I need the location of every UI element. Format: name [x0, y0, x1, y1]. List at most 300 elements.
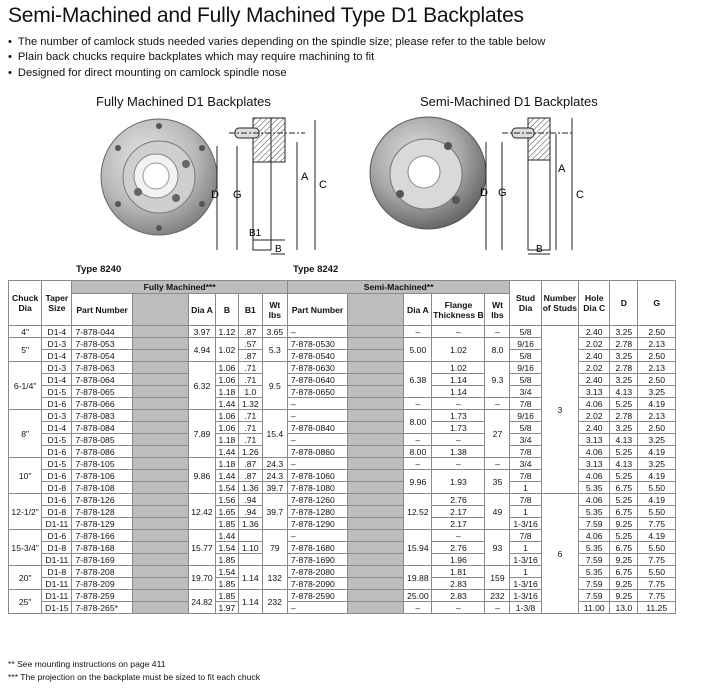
cell-wt: 232 [262, 590, 287, 614]
label-a: A [558, 163, 566, 175]
cell-taper: D1-4 [42, 350, 72, 362]
cell-blank [132, 530, 188, 542]
cell-blank [348, 326, 404, 338]
cell-stud: 7/8 [510, 398, 541, 410]
cell-dia: 7.89 [188, 410, 215, 458]
cell-spart: 7-878-1280 [287, 506, 347, 518]
cell-flange: – [432, 602, 485, 614]
cell-g: 4.19 [638, 530, 676, 542]
cell-stud: 5/8 [510, 350, 541, 362]
cell-part: 7-878-169 [72, 554, 132, 566]
cell-d: 5.25 [610, 470, 638, 482]
cell-flange: – [432, 530, 485, 542]
cell-swt: 8.0 [485, 338, 510, 362]
cell-b1: 1.36 [238, 482, 262, 494]
cell-blank [132, 518, 188, 530]
cell-wt: 24.3 [262, 470, 287, 482]
cell-taper: D1-11 [42, 578, 72, 590]
cell-sdia: 5.00 [404, 338, 432, 362]
cell-hole: 3.13 [579, 386, 610, 398]
cell-hole: 11.00 [579, 602, 610, 614]
cell-wt: 5.3 [262, 338, 287, 362]
cell-spart: 7-878-1060 [287, 470, 347, 482]
cell-swt: 232 [485, 590, 510, 602]
cell-swt: 49 [485, 494, 510, 530]
cell-taper: D1-5 [42, 458, 72, 470]
cell-part: 7-878-108 [72, 482, 132, 494]
cell-blank [348, 410, 404, 422]
semi-machined-caption: Semi-Machined D1 Backplates [420, 94, 598, 109]
cell-blank [348, 470, 404, 482]
cell-blank [132, 590, 188, 602]
cell-chuck: 10" [9, 458, 42, 494]
col-semi-wt: Wt lbs [485, 294, 510, 326]
cell-part: 7-878-086 [72, 446, 132, 458]
cell-taper: D1-6 [42, 530, 72, 542]
cell-stud: 7/8 [510, 470, 541, 482]
cell-blank [132, 446, 188, 458]
semi-machined-section-diagram [472, 112, 602, 262]
cell-blank [348, 458, 404, 470]
cell-g: 2.13 [638, 362, 676, 374]
cell-part: 7-878-085 [72, 434, 132, 446]
cell-wt: 24.3 [262, 458, 287, 470]
cell-hole: 4.06 [579, 494, 610, 506]
cell-hole: 2.40 [579, 422, 610, 434]
cell-part: 7-878-064 [72, 374, 132, 386]
cell-hole: 2.40 [579, 350, 610, 362]
cell-blank [132, 374, 188, 386]
group-fully-machined: Fully Machined*** [72, 281, 287, 294]
cell-blank [132, 470, 188, 482]
cell-d: 6.75 [610, 542, 638, 554]
cell-blank [348, 374, 404, 386]
cell-b: 1.44 [215, 398, 238, 410]
col-wt: Wt lbs [262, 294, 287, 326]
cell-blank [132, 458, 188, 470]
cell-flange: – [432, 434, 485, 446]
col-b1: B1 [238, 294, 262, 326]
page-title: Semi-Machined and Fully Machined Type D1 Backplates [8, 4, 524, 27]
cell-chuck: 4" [9, 326, 42, 338]
cell-sdia: 12.52 [404, 494, 432, 530]
col-hole-dia: Hole Dia C [579, 281, 610, 326]
cell-g: 2.50 [638, 326, 676, 338]
cell-sdia: – [404, 434, 432, 446]
cell-blank [348, 362, 404, 374]
col-dia-a: Dia A [188, 294, 215, 326]
cell-b: 1.85 [215, 554, 238, 566]
cell-hole: 7.59 [579, 590, 610, 602]
cell-swt: 35 [485, 470, 510, 494]
cell-sdia: 9.96 [404, 470, 432, 494]
cell-hole: 3.13 [579, 458, 610, 470]
cell-g: 2.50 [638, 374, 676, 386]
cell-flange: 1.14 [432, 374, 485, 386]
cell-hole: 2.40 [579, 326, 610, 338]
cell-stud: 1-3/16 [510, 590, 541, 602]
cell-d: 6.75 [610, 482, 638, 494]
cell-g: 2.50 [638, 422, 676, 434]
cell-wt: 132 [262, 566, 287, 590]
cell-sdia: 6.38 [404, 362, 432, 398]
cell-spart: – [287, 326, 347, 338]
cell-d: 4.13 [610, 386, 638, 398]
col-flange-thickness: Flange Thickness B [432, 294, 485, 326]
cell-d: 5.25 [610, 398, 638, 410]
cell-b: 1.44 [215, 530, 238, 542]
cell-part: 7-878-166 [72, 530, 132, 542]
bullet-item: • Designed for direct mounting on camlock spindle nose [8, 66, 545, 81]
cell-flange: 1.96 [432, 554, 485, 566]
cell-wt: 39.7 [262, 482, 287, 494]
cell-part: 7-878-129 [72, 518, 132, 530]
cell-taper: D1-4 [42, 374, 72, 386]
cell-b: 1.97 [215, 602, 238, 614]
cell-stud: 3/4 [510, 386, 541, 398]
cell-b: 1.12 [215, 326, 238, 338]
cell-spart: 7-878-1080 [287, 482, 347, 494]
cell-chuck: 12-1/2" [9, 494, 42, 530]
cell-b1: .71 [238, 434, 262, 446]
cell-d: 2.78 [610, 338, 638, 350]
cell-spart: 7-878-2590 [287, 590, 347, 602]
cell-blank [348, 578, 404, 590]
cell-spart: 7-878-0840 [287, 422, 347, 434]
cell-part: 7-878-063 [72, 362, 132, 374]
cell-swt: – [485, 602, 510, 614]
cell-blank [348, 434, 404, 446]
cell-b1 [238, 554, 262, 566]
cell-blank [132, 494, 188, 506]
cell-hole: 7.59 [579, 578, 610, 590]
cell-b: 1.06 [215, 362, 238, 374]
cell-taper: D1-11 [42, 554, 72, 566]
cell-g: 2.13 [638, 338, 676, 350]
bullet-item: • The number of camlock studs needed varies depending on the spindle size; please refer to the table below [8, 35, 545, 50]
cell-chuck: 5" [9, 338, 42, 362]
cell-stud: 1-3/16 [510, 554, 541, 566]
cell-taper: D1-8 [42, 506, 72, 518]
cell-blank [132, 554, 188, 566]
cell-hole: 2.02 [579, 338, 610, 350]
bullet-list [8, 35, 545, 81]
fully-machined-section-diagram [205, 112, 335, 262]
cell-stud: 7/8 [510, 446, 541, 458]
label-d: D [211, 189, 219, 201]
cell-d: 2.78 [610, 362, 638, 374]
cell-spart: 7-878-0640 [287, 374, 347, 386]
cell-blank [132, 398, 188, 410]
cell-blank [132, 566, 188, 578]
col-semi-part-number: Part Number [287, 294, 347, 326]
cell-num-studs: 3 [541, 326, 578, 494]
fully-machined-backplate-photo [98, 116, 220, 238]
col-part-number: Part Number [72, 294, 132, 326]
cell-sdia: 15.94 [404, 530, 432, 566]
cell-b: 1.85 [215, 518, 238, 530]
cell-blank [132, 422, 188, 434]
cell-d: 9.25 [610, 590, 638, 602]
cell-b1: .71 [238, 422, 262, 434]
cell-b1: 1.36 [238, 518, 262, 530]
cell-b1: 1.14 [238, 566, 262, 590]
cell-blank [348, 350, 404, 362]
footnote: ** See mounting instructions on page 411 [8, 659, 166, 669]
cell-blank [132, 410, 188, 422]
cell-flange: 2.17 [432, 518, 485, 530]
cell-taper: D1-6 [42, 470, 72, 482]
cell-b: 1.54 [215, 482, 238, 494]
cell-d: 3.25 [610, 326, 638, 338]
cell-g: 5.50 [638, 566, 676, 578]
cell-g: 4.19 [638, 446, 676, 458]
cell-swt: – [485, 398, 510, 410]
cell-part: 7-878-208 [72, 566, 132, 578]
cell-d: 9.25 [610, 578, 638, 590]
cell-b1: .71 [238, 362, 262, 374]
cell-g: 3.25 [638, 386, 676, 398]
cell-chuck: 6-1/4" [9, 362, 42, 410]
cell-hole: 5.35 [579, 542, 610, 554]
cell-b: 1.06 [215, 410, 238, 422]
cell-blank [132, 578, 188, 590]
cell-stud: 3/4 [510, 434, 541, 446]
cell-b1: .94 [238, 494, 262, 506]
fully-machined-caption: Fully Machined D1 Backplates [96, 94, 271, 109]
cell-taper: D1-11 [42, 590, 72, 602]
cell-part: 7-878-054 [72, 350, 132, 362]
cell-part: 7-878-065 [72, 386, 132, 398]
cell-blank [132, 434, 188, 446]
cell-g: 7.75 [638, 518, 676, 530]
cell-b1: .71 [238, 410, 262, 422]
cell-b: 1.06 [215, 374, 238, 386]
cell-flange: 1.73 [432, 410, 485, 422]
table-row [9, 326, 676, 338]
cell-b: 1.54 [215, 542, 238, 554]
cell-stud: 9/16 [510, 338, 541, 350]
cell-hole: 5.35 [579, 482, 610, 494]
cell-hole: 2.02 [579, 362, 610, 374]
cell-flange: – [432, 398, 485, 410]
cell-spart: – [287, 530, 347, 542]
cell-wt: 9.5 [262, 362, 287, 410]
cell-taper: D1-15 [42, 602, 72, 614]
cell-taper: D1-6 [42, 398, 72, 410]
cell-blank [348, 482, 404, 494]
cell-flange: 2.76 [432, 542, 485, 554]
cell-hole: 2.40 [579, 374, 610, 386]
cell-g: 4.19 [638, 494, 676, 506]
cell-b1: .94 [238, 506, 262, 518]
cell-b1: 1.26 [238, 446, 262, 458]
cell-blank [348, 338, 404, 350]
cell-flange: 1.14 [432, 386, 485, 398]
cell-hole: 4.06 [579, 530, 610, 542]
cell-b1: 1.0 [238, 386, 262, 398]
cell-blank [348, 506, 404, 518]
col-b: B [215, 294, 238, 326]
cell-stud: 1 [510, 482, 541, 494]
cell-taper: D1-5 [42, 434, 72, 446]
cell-dia: 4.94 [188, 338, 215, 362]
cell-wt: 3.65 [262, 326, 287, 338]
cell-stud: 9/16 [510, 410, 541, 422]
table-body [9, 326, 676, 614]
cell-dia: 12.42 [188, 494, 215, 530]
cell-taper: D1-3 [42, 362, 72, 374]
cell-flange: 2.83 [432, 578, 485, 590]
cell-flange: 2.17 [432, 506, 485, 518]
cell-g: 3.25 [638, 434, 676, 446]
cell-d: 3.25 [610, 374, 638, 386]
label-d: D [480, 187, 488, 199]
cell-b1: 1.14 [238, 590, 262, 614]
label-c: C [576, 189, 584, 201]
cell-blank [132, 482, 188, 494]
cell-b: 1.44 [215, 470, 238, 482]
cell-hole: 3.13 [579, 434, 610, 446]
cell-b: 1.18 [215, 386, 238, 398]
col-number-of-studs: Number of Studs [541, 281, 578, 326]
cell-b: 1.44 [215, 446, 238, 458]
cell-hole: 4.06 [579, 398, 610, 410]
cell-b: 1.85 [215, 590, 238, 602]
cell-spart: 7-878-1260 [287, 494, 347, 506]
cell-flange: 2.83 [432, 590, 485, 602]
cell-flange: 1.81 [432, 566, 485, 578]
cell-d: 4.13 [610, 434, 638, 446]
cell-taper: D1-3 [42, 410, 72, 422]
cell-g: 7.75 [638, 578, 676, 590]
cell-part: 7-878-105 [72, 458, 132, 470]
cell-blank [348, 602, 404, 614]
cell-part: 7-878-265* [72, 602, 132, 614]
cell-b: 1.85 [215, 578, 238, 590]
cell-blank [348, 530, 404, 542]
col-chuck-dia: Chuck Dia [9, 281, 42, 326]
cell-blank [348, 554, 404, 566]
type-label-fully: Type 8240 [76, 264, 122, 275]
cell-sdia: 8.00 [404, 410, 432, 434]
cell-b: 1.18 [215, 434, 238, 446]
cell-b: 1.56 [215, 494, 238, 506]
cell-blank [348, 566, 404, 578]
cell-part: 7-878-044 [72, 326, 132, 338]
cell-part: 7-878-106 [72, 470, 132, 482]
cell-chuck: 15-3/4" [9, 530, 42, 566]
cell-d: 3.25 [610, 422, 638, 434]
col-d: D [610, 281, 638, 326]
cell-sdia: – [404, 458, 432, 470]
cell-b1: .71 [238, 374, 262, 386]
cell-stud: 7/8 [510, 494, 541, 506]
cell-flange: 1.73 [432, 422, 485, 434]
cell-hole: 5.35 [579, 566, 610, 578]
cell-flange: 1.93 [432, 470, 485, 494]
cell-blank [132, 506, 188, 518]
bullet-item: • Plain back chucks require backplates which may require machining to fit [8, 50, 545, 65]
label-g: G [498, 187, 507, 199]
cell-sdia: – [404, 326, 432, 338]
label-b: B [275, 244, 282, 255]
cell-b: 1.54 [215, 566, 238, 578]
cell-spart: 7-878-0530 [287, 338, 347, 350]
col-blank [132, 294, 188, 326]
cell-g: 11.25 [638, 602, 676, 614]
cell-sdia: – [404, 398, 432, 410]
cell-hole: 7.59 [579, 518, 610, 530]
cell-dia: 3.97 [188, 326, 215, 338]
cell-g: 5.50 [638, 482, 676, 494]
cell-g: 7.75 [638, 590, 676, 602]
cell-blank [132, 542, 188, 554]
type-label-semi: Type 8242 [293, 264, 339, 275]
cell-b1 [238, 530, 262, 542]
cell-swt: 93 [485, 530, 510, 566]
cell-b1: .57 [238, 338, 262, 350]
cell-hole: 5.35 [579, 506, 610, 518]
table-row [9, 494, 676, 506]
cell-num-studs: 6 [541, 494, 578, 614]
label-a: A [301, 171, 309, 183]
cell-taper: D1-5 [42, 386, 72, 398]
cell-d: 3.25 [610, 350, 638, 362]
cell-part: 7-878-168 [72, 542, 132, 554]
cell-wt: 15.4 [262, 410, 287, 458]
cell-g: 2.13 [638, 410, 676, 422]
cell-blank [348, 446, 404, 458]
cell-g: 5.50 [638, 506, 676, 518]
cell-chuck: 8" [9, 410, 42, 458]
cell-part: 7-878-126 [72, 494, 132, 506]
cell-sdia: – [404, 602, 432, 614]
cell-d: 5.25 [610, 446, 638, 458]
cell-d: 2.78 [610, 410, 638, 422]
cell-spart: – [287, 410, 347, 422]
cell-stud: 1-3/16 [510, 578, 541, 590]
cell-spart: 7-878-1290 [287, 518, 347, 530]
footnote: *** The projection on the backplate must be sized to fit each chuck [8, 672, 261, 682]
cell-d: 6.75 [610, 566, 638, 578]
col-blank [348, 294, 404, 326]
cell-stud: 7/8 [510, 530, 541, 542]
cell-blank [132, 350, 188, 362]
cell-b1: 1.32 [238, 398, 262, 410]
cell-wt: 39.7 [262, 494, 287, 530]
cell-spart: – [287, 398, 347, 410]
cell-blank [132, 326, 188, 338]
cell-part: 7-878-128 [72, 506, 132, 518]
cell-spart: 7-878-0630 [287, 362, 347, 374]
cell-stud: 1-3/8 [510, 602, 541, 614]
col-taper-size: Taper Size [42, 281, 72, 326]
cell-b1: .87 [238, 458, 262, 470]
cell-blank [132, 338, 188, 350]
cell-hole: 7.59 [579, 554, 610, 566]
cell-b1: .87 [238, 326, 262, 338]
label-c: C [319, 179, 327, 191]
cell-part: 7-878-053 [72, 338, 132, 350]
col-semi-dia-a: Dia A [404, 294, 432, 326]
cell-stud: 3/4 [510, 458, 541, 470]
cell-taper: D1-3 [42, 338, 72, 350]
cell-dia: 19.70 [188, 566, 215, 590]
cell-b: 1.06 [215, 422, 238, 434]
cell-spart: 7-878-2080 [287, 566, 347, 578]
cell-hole: 4.06 [579, 470, 610, 482]
